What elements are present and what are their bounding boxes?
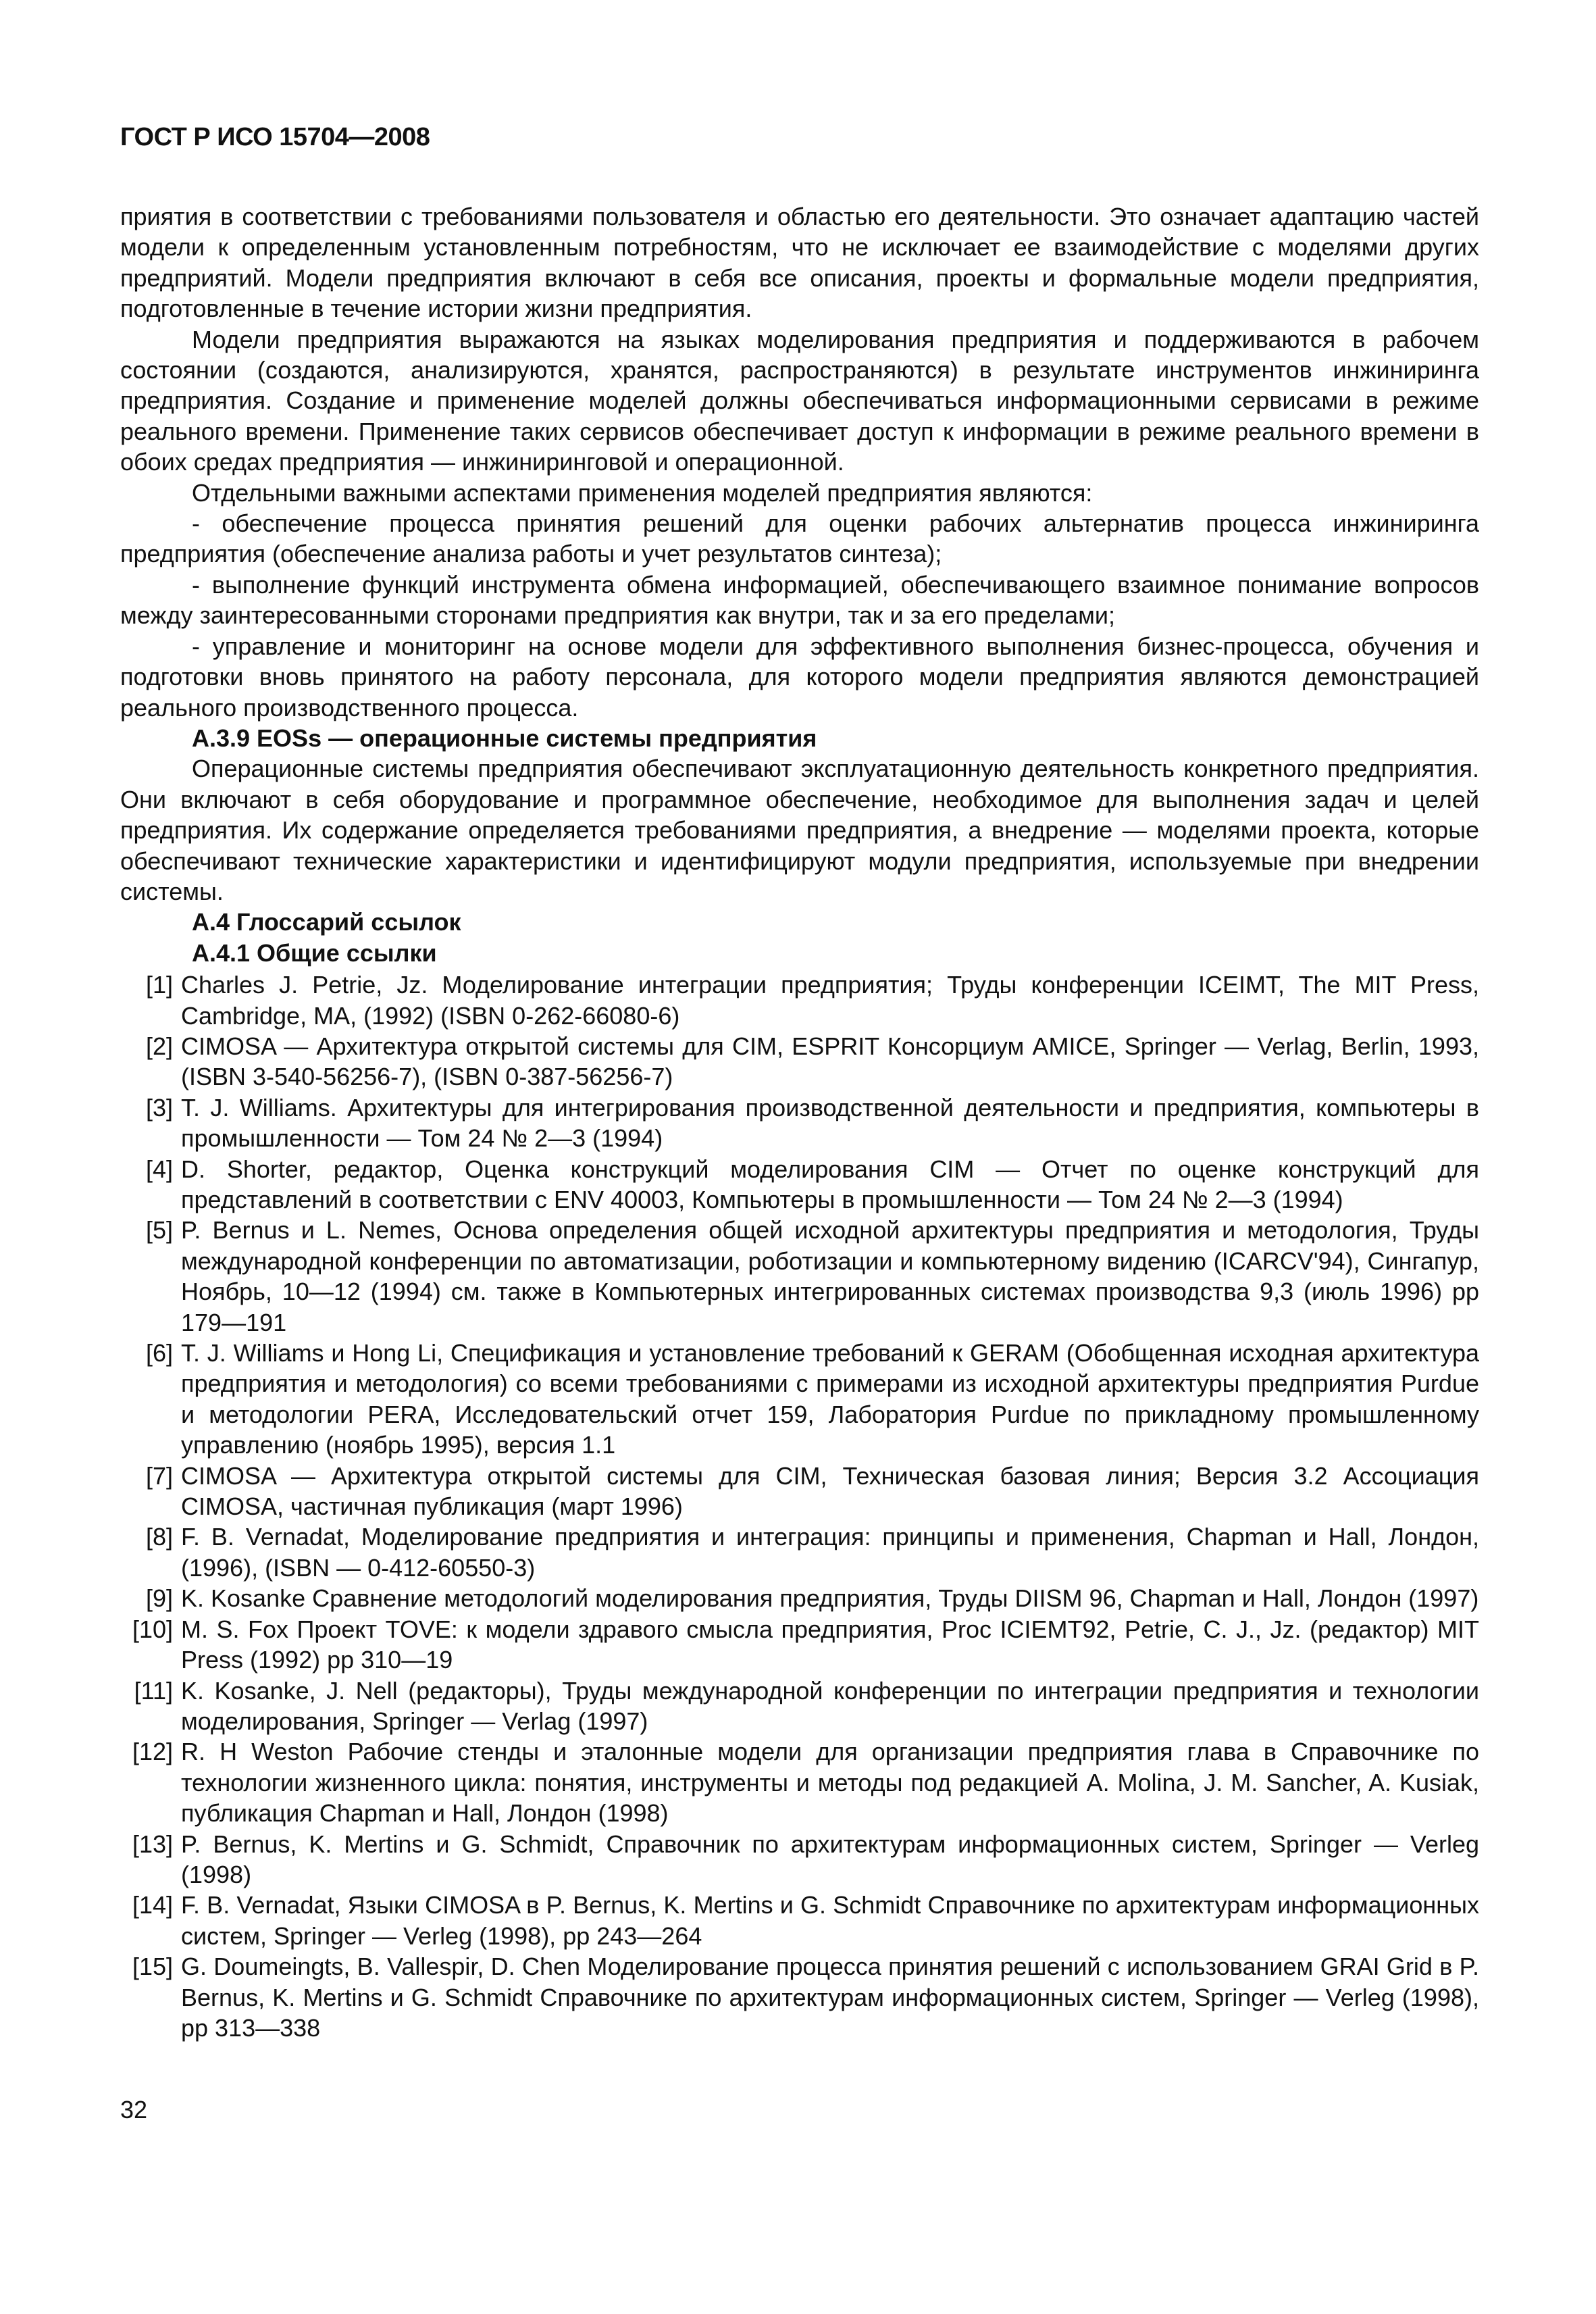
reference-text: F. B. Vernadat, Моделирование предприятия и интеграция: принципы и применения, Chapman и Hall, Лондон, (1996), (ISBN — 0-412-60550-3)	[181, 1523, 1479, 1582]
reference-number: [10]	[132, 1615, 173, 1643]
paragraph: Отдельными важными аспектами применения моделей предприятия являются:	[192, 478, 1093, 507]
reference-number: [4]	[145, 1155, 173, 1183]
section-heading-a4: А.4 Глоссарий ссылок	[192, 908, 461, 936]
reference-number: [12]	[132, 1738, 173, 1766]
reference-number: [9]	[145, 1584, 173, 1613]
reference-number: [1]	[145, 971, 173, 999]
reference-item	[120, 1890, 1479, 1951]
reference-number: [13]	[132, 1830, 173, 1858]
reference-text: M. S. Fox Проект TOVE: к модели здравого смысла предприятия, Proc ICIEMT92, Petrie, C. J., Jz. (редактор) MIT Press (1992) pp 310—19	[181, 1615, 1479, 1674]
section-heading-a41: А.4.1 Общие ссылки	[192, 938, 437, 967]
paragraph: Модели предприятия выражаются на языках моделирования предприятия и поддерживаются в рабочем состоянии (создаются, анализируются, хранятся, распространяются) в результате инструментов инжиниринга предприятия. Создание и применение моделей должны обеспечиваться информационными сервисами в режиме реального времени. Применение таких сервисов обеспечивает доступ к информации в режиме реального времени в обоих средах предприятия — инжиниринговой и операционной.	[120, 325, 1479, 476]
reference-item	[120, 1215, 1479, 1338]
document-body	[120, 201, 1479, 2043]
reference-item	[120, 970, 1479, 1031]
reference-item	[120, 1829, 1479, 1890]
reference-text: T. J. Williams и Hong Li, Спецификация и установление требований к GERAM (Обобщенная исходная архитектура предприятия и методология) со всеми требованиями с примерами из исходной архитектуры предприятия Purdue и методологии PERA, Исследовательский отчет 159, Лаборатория Purdue по прикладному промышленному управлению (ноябрь 1995), версия 1.1	[181, 1339, 1479, 1459]
reference-item	[120, 1092, 1479, 1154]
reference-text: K. Kosanke, J. Nell (редакторы), Труды международной конференции по интеграции предприятия и технологии моделирования, Springer — Verlag (1997)	[181, 1676, 1479, 1735]
reference-text: T. J. Williams. Архитектуры для интегрирования производственной деятельности и предприятия, компьютеры в промышленности — Том 24 № 2—3 (1994)	[181, 1093, 1479, 1153]
reference-item	[120, 1031, 1479, 1092]
reference-number: [15]	[132, 1953, 173, 1981]
reference-number: [5]	[145, 1216, 173, 1244]
paragraph: Операционные системы предприятия обеспечивают эксплуатационную деятельность конкретного предприятия. Они включают в себя оборудование и программное обеспечение, необходимое для выполнения задач и целей предприятия. Их содержание определяется требованиями предприятия, а внедрение — моделями проекта, которые обеспечивают технические характеристики и идентифицируют модули предприятия, используемые при внедрении системы.	[120, 755, 1479, 905]
reference-text: P. Bernus и L. Nemes, Основа определения общей исходной архитектуры предприятия и методология, Труды международной конференции по автоматизации, роботизации и компьютерному видению (ICARCV'94), Сингапур, Ноябрь, 10—12 (1994) см. также в Компьютерных интегрированных системах производства 9,3 (июль 1996) pp 179—191	[181, 1216, 1479, 1336]
reference-item	[120, 1951, 1479, 2043]
reference-number: [3]	[145, 1093, 173, 1122]
reference-text: CIMOSA — Архитектура открытой системы для CIM, Техническая базовая линия; Версия 3.2 Ассоциация CIMOSA, частичная публикация (март 1996)	[181, 1461, 1479, 1521]
list-item: - выполнение функций инструмента обмена информацией, обеспечивающего взаимное понимание вопросов между заинтересованными сторонами предприятия как внутри, так и за его пределами;	[120, 570, 1479, 630]
references-list	[120, 970, 1479, 2043]
reference-item	[120, 1583, 1479, 1613]
reference-item	[120, 1461, 1479, 1522]
reference-item	[120, 1521, 1479, 1583]
reference-number: [14]	[132, 1891, 173, 1919]
reference-text: K. Kosanke Сравнение методологий моделирования предприятия, Труды DIISM 96, Chapman и Hall, Лондон (1997)	[181, 1584, 1479, 1613]
list-item: - управление и мониторинг на основе модели для эффективного выполнения бизнес-процесса, обучения и подготовки вновь принятого на работу персонала, для которого модели предприятия являются демонстрацией реального производственного процесса.	[120, 632, 1479, 722]
section-heading-a39: А.3.9 EOSs — операционные системы предприятия	[192, 724, 817, 752]
reference-text: CIMOSA — Архитектура открытой системы для CIM, ESPRIT Консорциум AMICE, Springer — Verlag, Berlin, 1993, (ISBN 3-540-56256-7), (ISBN 0-387-56256-7)	[181, 1032, 1479, 1091]
reference-text: P. Bernus, K. Mertins и G. Schmidt, Справочник по архитектурам информационных систем, Springer — Verleg (1998)	[181, 1830, 1479, 1888]
reference-text: F. B. Vernadat, Языки CIMOSA в P. Bernus, K. Mertins и G. Schmidt Справочнике по архитектурам информационных систем, Springer — Verleg (1998), pp 243—264	[181, 1891, 1479, 1950]
reference-item	[120, 1154, 1479, 1215]
reference-number: [6]	[145, 1339, 173, 1367]
page-number: 32	[120, 2096, 148, 2123]
reference-number: [11]	[134, 1676, 173, 1705]
paragraph: приятия в соответствии с требованиями пользователя и областью его деятельности. Это означает адаптацию частей модели к определенным установленным потребностям, что не исключает ее взаимодействие с моделями других предприятий. Модели предприятия включают в себя все описания, проекты и формальные модели предприятия, подготовленные в течение истории жизни предприятия.	[120, 203, 1479, 323]
reference-text: Charles J. Petrie, Jz. Моделирование интеграции предприятия; Труды конференции ICEIMT, The MIT Press, Cambridge, MA, (1992) (ISBN 0-262-66080-6)	[181, 971, 1479, 1030]
reference-text: R. H Weston Рабочие стенды и эталонные модели для организации предприятия глава в Справочнике по технологии жизненного цикла: понятия, инструменты и методы под редакцией A. Molina, J. M. Sancher, A. Kusiak, публикация Chapman и Hall, Лондон (1998)	[181, 1738, 1479, 1828]
reference-item	[120, 1338, 1479, 1461]
reference-text: D. Shorter, редактор, Оценка конструкций моделирования CIM — Отчет по оценке конструкций для представлений в соответствии с ENV 40003, Компьютеры в промышленности — Том 24 № 2—3 (1994)	[181, 1155, 1479, 1213]
reference-number: [8]	[145, 1523, 173, 1551]
document-header: ГОСТ Р ИСО 15704—2008	[120, 123, 430, 151]
reference-item	[120, 1736, 1479, 1828]
reference-item	[120, 1676, 1479, 1737]
reference-number: [7]	[145, 1461, 173, 1490]
reference-item	[120, 1614, 1479, 1676]
reference-text: G. Doumeingts, B. Vallespir, D. Chen Моделирование процесса принятия решений с использованием GRAI Grid в P. Bernus, K. Mertins и G. Schmidt Справочнике по архитектурам информационных систем, Springer — Verleg (1998), pp 313—338	[181, 1953, 1479, 2042]
list-item: - обеспечение процесса принятия решений для оценки рабочих альтернатив процесса инжиниринга предприятия (обеспечение анализа работы и учет результатов синтеза);	[120, 509, 1479, 568]
reference-number: [2]	[145, 1032, 173, 1060]
